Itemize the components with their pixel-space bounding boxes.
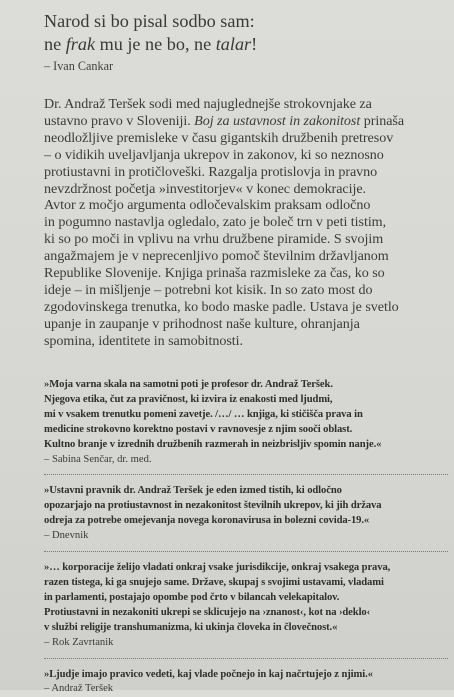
blurb-line: neodložljive premisleke v času gigantskih družbenih pretresov [44,130,446,147]
endorsement-quote [44,378,448,467]
blurb-line: ustavno pravo v Sloveniji. Boj za ustavnost in zakonitost prinaša [44,113,446,130]
endorsements [44,378,448,697]
quote-source: – Rok Zavrtanik [44,636,448,651]
quote-source: – Andraž Teršek [44,682,448,697]
epigraph-line: ne frak mu je ne bo, ne talar! [44,33,444,56]
quote-source: – Dnevnik [44,529,448,544]
quote-line: Kultno branje v izrednih družbenih razmerah in neizbrisljiv spomin nanje.« [44,438,448,453]
blurb-line: Republike Slovenije. Knjiga prinaša razmisleke za čas, ko so [44,265,446,282]
blurb-line: protiustavni in protičloveški. Razgalja protislovja in pravno [44,164,446,181]
blurb-line: Dr. Andraž Teršek sodi med najuglednejše strokovnjake za [44,96,446,113]
blurb-line: in pogumno nastavlja ogledalo, zato je boleč trn v peti tistim, [44,214,446,231]
divider [44,551,448,553]
blurb-line: spomina, identitete in samobitnosti. [44,333,446,350]
epigraph-line: Narod si bo pisal sodbo sam: [44,10,444,33]
quote-line: v službi religije transhumanizma, ki ukinja človeka in človečnost.« [44,621,448,636]
quote-line: odreja za potrebe omejevanja novega koronavirusa in bolezni covida-19.« [44,514,448,529]
endorsement-quote [44,484,448,544]
endorsement-quote [44,561,448,650]
blurb-line: angažmajem je v neprecenljivo pomoč številnim državljanom [44,248,446,265]
quote-line: medicine strokovno korektno postavi v ravnovesje z njim sooči oblast. [44,423,448,438]
quote-line: Protiustavni in nezakoniti ukrepi se sklicujejo na ›znanost‹, kot na ›deklo‹ [44,606,448,621]
divider [44,658,448,660]
blurb-line: Avtor z močjo argumenta odločevalskim praksam odločno [44,197,446,214]
quote-line: Njegova etika, čut za pravičnost, ki izvira iz enakosti med ljudmi, [44,393,448,408]
quote-line: opozarjajo na protiustavnost in nezakonitost številnih ukrepov, ki jih država [44,499,448,514]
endorsement-quote [44,668,448,697]
quote-line: »Ljudje imajo pravico vedeti, kaj vlade počnejo in kaj načrtujejo z njimi.« [44,668,448,683]
blurb-paragraph [44,96,446,350]
book-title: Boj za ustavnost in zakonitost [194,113,360,129]
quote-line: »… korporacije želijo vladati onkraj vsake jurisdikcije, onkraj vsakega prava, [44,561,448,576]
quote-source: – Sabina Senčar, dr. med. [44,453,448,468]
quote-line: »Moja varna skala na samotni poti je profesor dr. Andraž Teršek. [44,378,448,393]
blurb-line: – o vidikih uveljavljanja ukrepov in zakonov, ki so neznosno [44,147,446,164]
quote-line: razen tistega, ki ga snujejo same. Države, skupaj s svojimi ustavami, vladami [44,576,448,591]
blurb-line: ki so po moči in vplivu na vrhu družbene piramide. S svojim [44,231,446,248]
quote-line: in parlamenti, postajajo opombe pod črto v bilancah velekapitalov. [44,591,448,606]
quote-line: mi v vsakem trenutku pomeni zavetje. /…/ … knjiga, ki stičišča prava in [44,408,448,423]
quote-line: »Ustavni pravnik dr. Andraž Teršek je eden izmed tistih, ki odločno [44,484,448,499]
divider [44,474,448,476]
blurb-line: zgodovinskega trenutka, ko bodo maske padle. Ustava je svetlo [44,299,446,316]
blurb-line: ideje – in mišljenje – potrebni kot kisik. In so zato most do [44,282,446,299]
epigraph-author: – Ivan Cankar [44,58,444,74]
epigraph [44,10,444,74]
blurb-line: nevzdržnost početja »investitorjev« v konec demokracije. [44,181,446,198]
blurb-line: upanje in zaupanje v prihodnost naše kulture, ohranjanja [44,316,446,333]
